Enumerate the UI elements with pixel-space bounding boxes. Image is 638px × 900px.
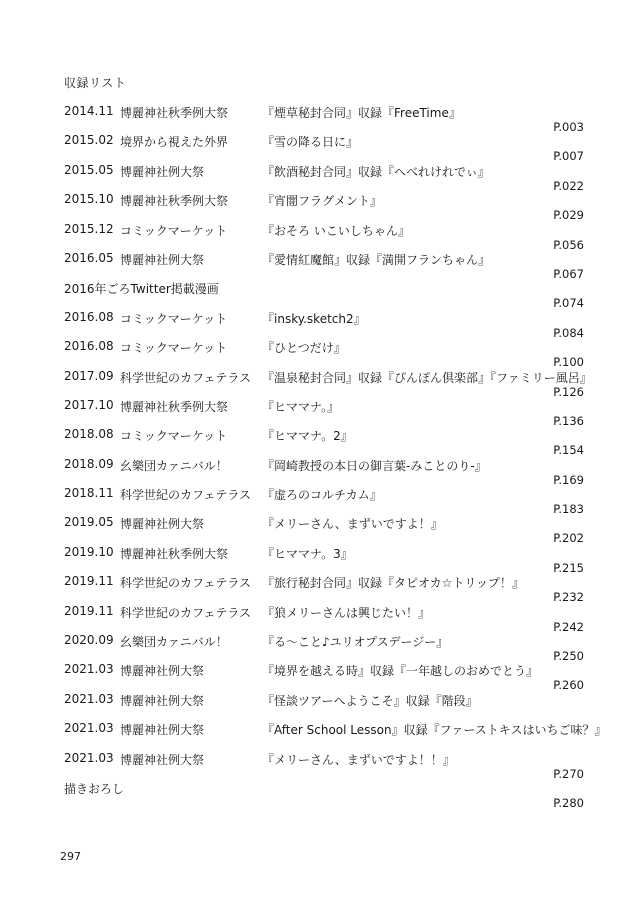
- entry-page: P.183: [553, 502, 584, 517]
- entry-title: 『狼メリーさんは興じたい！』: [262, 605, 431, 620]
- entry-page: P.280: [553, 795, 584, 810]
- list-item: [64, 310, 584, 339]
- entry-title: 『愛情紅魔館』収録『満開フランちゃん』: [262, 252, 491, 267]
- entry-date: 2017.10: [64, 397, 114, 412]
- list-item: [64, 604, 584, 633]
- entry-title: 『怪談ツアーへようこそ』収録『階段』: [262, 693, 478, 708]
- entry-event: 博麗神社秋季例大祭: [120, 194, 229, 209]
- entry-date: 2017.09: [64, 368, 114, 383]
- entry-title: 『飲酒秘封合同』収録『へべれけれでぃ』: [262, 164, 490, 179]
- entry-event: 博麗神社例大祭: [120, 723, 205, 738]
- entry-event: 幺樂団カァニバル！: [120, 635, 228, 650]
- list-item: [64, 457, 584, 486]
- entry-event: 博麗神社例大祭: [120, 693, 205, 708]
- entry-date: 2015.05: [64, 162, 114, 177]
- entry-date: 2021.03: [64, 750, 114, 765]
- entry-page: P.126: [553, 384, 584, 399]
- entry-date: 2015.10: [64, 192, 114, 207]
- entry-page: P.154: [553, 443, 584, 458]
- entry-date: 2014.11: [64, 104, 114, 118]
- entry-title: 『ヒママナ。3』: [262, 546, 353, 561]
- entry-date: 2021.03: [64, 721, 114, 736]
- entry-event: 幺樂団カァニバル！: [120, 458, 228, 473]
- entry-date: 2019.11: [64, 574, 114, 589]
- entry-page: P.232: [553, 590, 584, 605]
- entry-list: [64, 104, 607, 810]
- entry-page: P.270: [553, 766, 584, 781]
- entry-page: P.169: [553, 472, 584, 487]
- list-item: [64, 192, 584, 221]
- entry-date: 2018.09: [64, 456, 114, 471]
- list-item: [64, 280, 584, 309]
- list-item: [64, 339, 584, 368]
- list-item: [64, 545, 584, 574]
- entry-date: 2021.03: [64, 662, 114, 677]
- entry-date: 2015.12: [64, 221, 114, 236]
- entry-title: 『旅行秘封合同』収録『タピオカ☆トリップ！』: [262, 576, 524, 591]
- entry-page: P.074: [553, 296, 584, 311]
- list-item: [64, 633, 584, 662]
- entry-event: 博麗神社例大祭: [120, 752, 205, 767]
- entry-title: 『虚ろのコルチカム』: [262, 488, 382, 503]
- entry-event: 境界から視えた外界: [120, 135, 229, 150]
- entry-title: 『煙草秘封合同』収録『FreeTime』: [262, 106, 461, 120]
- entry-event: 博麗神社例大祭: [120, 517, 205, 532]
- entry-label: 2016年ごろTwitter掲載漫画: [64, 282, 219, 297]
- entry-event: 博麗神社例大祭: [120, 664, 205, 679]
- entry-date: 2019.05: [64, 515, 114, 530]
- list-item: [64, 104, 584, 133]
- entry-title: 『る〜こと♪ユリオプスデージー』: [262, 635, 449, 650]
- list-item: [64, 692, 584, 721]
- entry-event: 博麗神社秋季例大祭: [120, 399, 229, 414]
- entry-page: P.215: [553, 560, 584, 575]
- entry-date: 2016.08: [64, 309, 114, 324]
- entry-label: 描きおろし: [64, 781, 125, 796]
- entry-event: コミックマーケット: [120, 341, 228, 356]
- entry-title: 『ヒママナ。』: [262, 399, 340, 414]
- list-item: [64, 662, 584, 691]
- entry-title: 『insky.sketch2』: [262, 311, 366, 326]
- list-item: [64, 163, 584, 192]
- entry-event: 科学世紀のカフェテラス: [120, 488, 252, 503]
- entry-page: P.260: [553, 678, 584, 693]
- entry-title: 『境界を越える時』収録『一年越しのおめでとう』: [262, 664, 539, 679]
- entry-event: 科学世紀のカフェテラス: [120, 605, 252, 620]
- list-item: [64, 780, 584, 809]
- entry-event: 科学世紀のカフェテラス: [120, 370, 252, 385]
- entry-event: コミックマーケット: [120, 429, 228, 444]
- entry-title: 『メリーさん、まずいですよ！』: [262, 517, 443, 532]
- page-number: 297: [60, 850, 81, 863]
- entry-event: 博麗神社例大祭: [120, 164, 205, 179]
- list-item: [64, 515, 584, 544]
- list-item: [64, 486, 584, 515]
- list-item: [64, 222, 584, 251]
- entry-page: P.136: [553, 413, 584, 428]
- entry-page: P.202: [553, 531, 584, 546]
- entry-event: 科学世紀のカフェテラス: [120, 576, 252, 591]
- list-item: [64, 368, 592, 399]
- entry-title: 『宵闇フラグメント』: [262, 194, 382, 209]
- list-item: [64, 427, 584, 456]
- list-item: [64, 574, 584, 603]
- entry-page: P.242: [553, 619, 584, 634]
- entry-event: コミックマーケット: [120, 223, 228, 238]
- entry-page: P.022: [553, 178, 584, 193]
- entry-title: 『雪の降る日に』: [262, 135, 359, 150]
- entry-page: P.003: [553, 120, 584, 134]
- entry-date: 2020.09: [64, 633, 114, 648]
- entry-date: 2021.03: [64, 691, 114, 706]
- entry-title: 『温泉秘封合同』収録『ぴんぽん倶楽部』『ファミリー風呂』: [262, 370, 592, 385]
- entry-event: 博麗神社秋季例大祭: [120, 106, 229, 120]
- entry-page: P.056: [553, 237, 584, 252]
- entry-date: 2018.08: [64, 427, 114, 442]
- entry-title: 『メリーさん、まずいですよ！！』: [262, 752, 455, 767]
- entry-date: 2019.11: [64, 603, 114, 618]
- entry-title: 『ヒママナ。2』: [262, 429, 353, 444]
- entry-title: 『ひとつだけ』: [262, 341, 346, 356]
- list-item: [64, 133, 584, 162]
- entry-title: 『After School Lesson』収録『ファーストキスはいちご味？』: [262, 723, 607, 738]
- entry-event: 博麗神社例大祭: [120, 252, 205, 267]
- entry-page: P.250: [553, 649, 584, 664]
- entry-title: 『岡崎教授の本日の御言葉-みことのり-』: [262, 458, 487, 473]
- entry-date: 2016.08: [64, 339, 114, 354]
- entry-page: P.029: [553, 208, 584, 223]
- entry-title: 『おそろ いこいしちゃん』: [262, 223, 410, 238]
- entry-page: P.007: [553, 149, 584, 164]
- list-item: [64, 251, 584, 280]
- entry-event: 博麗神社秋季例大祭: [120, 546, 229, 561]
- entry-date: 2018.11: [64, 486, 114, 501]
- entry-date: 2015.02: [64, 133, 114, 148]
- list-item: [64, 398, 584, 427]
- list-item: [64, 751, 584, 780]
- entry-date: 2016.05: [64, 250, 114, 265]
- page-heading: 収録リスト: [64, 76, 127, 90]
- entry-event: コミックマーケット: [120, 311, 228, 326]
- entry-page: P.100: [553, 355, 584, 370]
- list-item: [64, 721, 607, 750]
- entry-page: P.067: [553, 266, 584, 281]
- entry-date: 2019.10: [64, 544, 114, 559]
- entry-page: P.084: [553, 325, 584, 340]
